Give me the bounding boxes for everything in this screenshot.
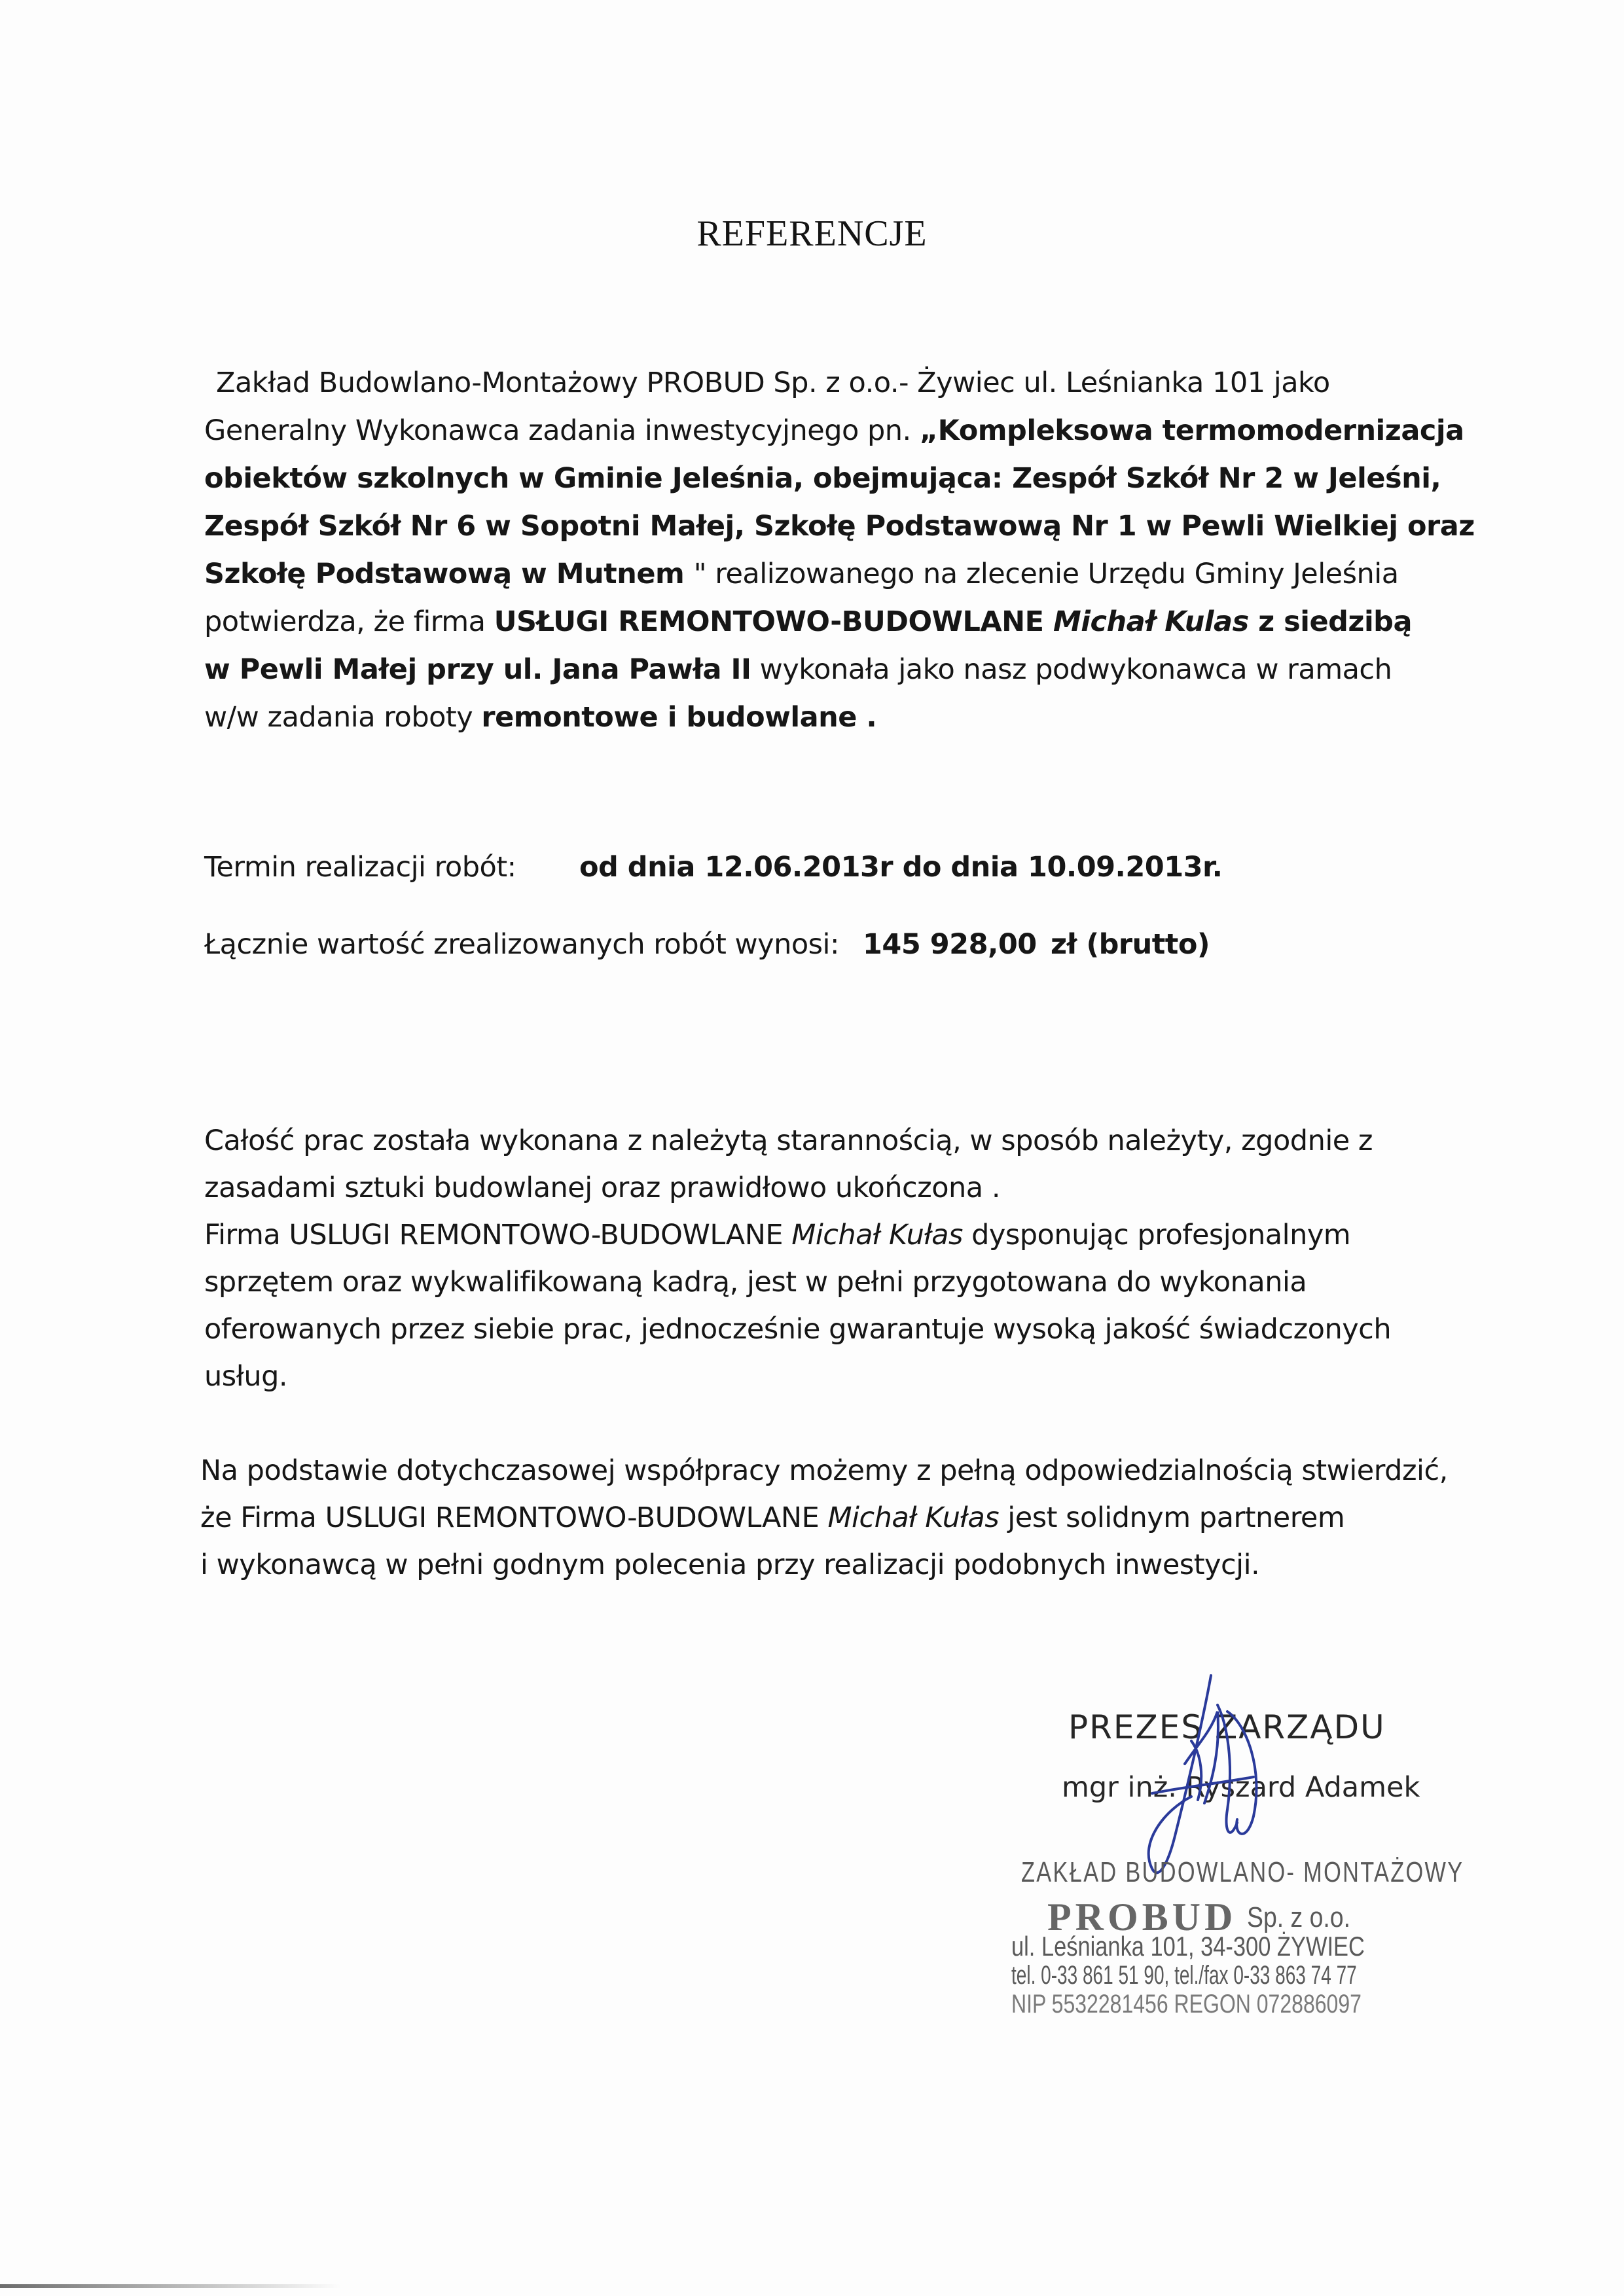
- firm-line-1: [204, 1219, 1350, 1251]
- intro-line-3: [204, 462, 1441, 495]
- stamp-company-type: ZAKŁAD BUDOWLANO- MONTAŻOWY: [1021, 1856, 1464, 1888]
- stamp-legal-form: Sp. z o.o.: [1247, 1901, 1351, 1933]
- intro-text: wykonała jako nasz podwykonawca w ramach: [751, 653, 1392, 686]
- term-row: [204, 851, 516, 884]
- intro-text: z siedzibą: [1248, 605, 1412, 638]
- total-amount: 145 928,00: [863, 928, 1037, 961]
- scan-artifact: [0, 2284, 340, 2288]
- work-scope: remontowe i budowlane .: [481, 701, 877, 734]
- signature-stroke: [1152, 1777, 1254, 1793]
- intro-text: " realizowanego na zlecenie Urzędu Gminy Jeleśnia: [693, 558, 1399, 590]
- intro-text: w/w zadania roboty: [204, 701, 482, 734]
- total-currency: zł (brutto): [1051, 928, 1210, 961]
- signature-stroke: [1227, 1712, 1256, 1834]
- closing-line-3: i wykonawcą w pełni godnym polecenia przy realizacji podobnych inwestycji.: [200, 1549, 1260, 1581]
- intro-line-2: [204, 414, 1464, 447]
- subcontractor-owner: Michał Kułas: [791, 1219, 963, 1251]
- intro-line-5: [204, 558, 1399, 590]
- term-value: od dnia 12.06.2013r do dnia 10.09.2013r.: [579, 851, 1223, 884]
- project-name: obiektów szkolnych w Gminie Jeleśnia, obejmująca: Zespół Szkół Nr 2 w Jeleśni,: [204, 462, 1441, 495]
- firm-line-2: sprzętem oraz wykwalifikowaną kadrą, jest w pełni przygotowana do wykonania: [204, 1266, 1307, 1299]
- stamp-phone: tel. 0-33 861 51 90, tel./fax 0-33 863 74 77: [1011, 1961, 1357, 1990]
- firm-line-3: oferowanych przez siebie prac, jednocześnie gwarantuje wysoką jakość świadczonych: [204, 1313, 1392, 1346]
- firm-text: dysponując profesjonalnym: [962, 1219, 1351, 1251]
- subcontractor-owner: Michał Kulas: [1053, 605, 1249, 638]
- quality-line-1: Całość prac została wykonana z należytą starannością, w sposób należyty, zgodnie z: [204, 1124, 1373, 1157]
- project-name: Zespół Szkół Nr 6 w Sopotni Małej, Szkołę Podstawową Nr 1 w Pewli Wielkiej oraz: [204, 510, 1475, 543]
- stamp-address: ul. Leśnianka 101, 34-300 ŻYWIEC: [1011, 1931, 1365, 1962]
- closing-text: że Firma USLUGI REMONTOWO-BUDOWLANE: [200, 1501, 828, 1534]
- term-label: Termin realizacji robót:: [204, 851, 516, 884]
- closing-text: jest solidnym partnerem: [999, 1501, 1345, 1534]
- intro-line-1: [216, 367, 1330, 399]
- signature-stroke: [1218, 1705, 1237, 1833]
- quality-line-2: zasadami sztuki budowlanej oraz prawidłowo ukończona .: [204, 1172, 1000, 1204]
- intro-text: Zakład Budowlano-Montażowy PROBUD Sp. z o.o.- Żywiec ul. Leśnianka 101 jako: [216, 367, 1330, 399]
- intro-line-7: [204, 653, 1392, 686]
- signature-stroke: [1191, 1741, 1201, 1800]
- stamp-ids: NIP 5532281456 REGON 072886097: [1011, 1990, 1362, 2018]
- signatory-role: PREZES ZARZĄDU: [1068, 1708, 1386, 1746]
- closing-line-2: [200, 1501, 1344, 1534]
- total-label: Łącznie wartość zrealizowanych robót wynosi:: [204, 928, 839, 961]
- stamp-brand: PROBUD: [1047, 1895, 1237, 1939]
- subcontractor-name: USŁUGI REMONTOWO-BUDOWLANE: [494, 605, 1053, 638]
- closing-line-1: Na podstawie dotychczasowej współpracy możemy z pełną odpowiedzialnością stwierdzić,: [200, 1454, 1448, 1487]
- project-name: Szkołę Podstawową w Mutnem: [204, 558, 694, 590]
- intro-line-8: [204, 701, 876, 734]
- subcontractor-owner: Michał Kułas: [827, 1501, 1000, 1534]
- firm-text: Firma USLUGI REMONTOWO-BUDOWLANE: [204, 1219, 792, 1251]
- firm-line-4: usług.: [204, 1360, 288, 1393]
- document-title: REFERENCJE: [696, 213, 928, 254]
- intro-line-6: [204, 605, 1412, 638]
- signatory-name: mgr inż. Ryszard Adamek: [1062, 1771, 1420, 1804]
- intro-line-4: [204, 510, 1475, 543]
- subcontractor-address: w Pewli Małej przy ul. Jana Pawła II: [204, 653, 751, 686]
- project-name: „Kompleksowa termomodernizacja: [919, 414, 1464, 447]
- intro-text: Generalny Wykonawca zadania inwestycyjnego pn.: [204, 414, 920, 447]
- intro-text: potwierdza, że firma: [204, 605, 494, 638]
